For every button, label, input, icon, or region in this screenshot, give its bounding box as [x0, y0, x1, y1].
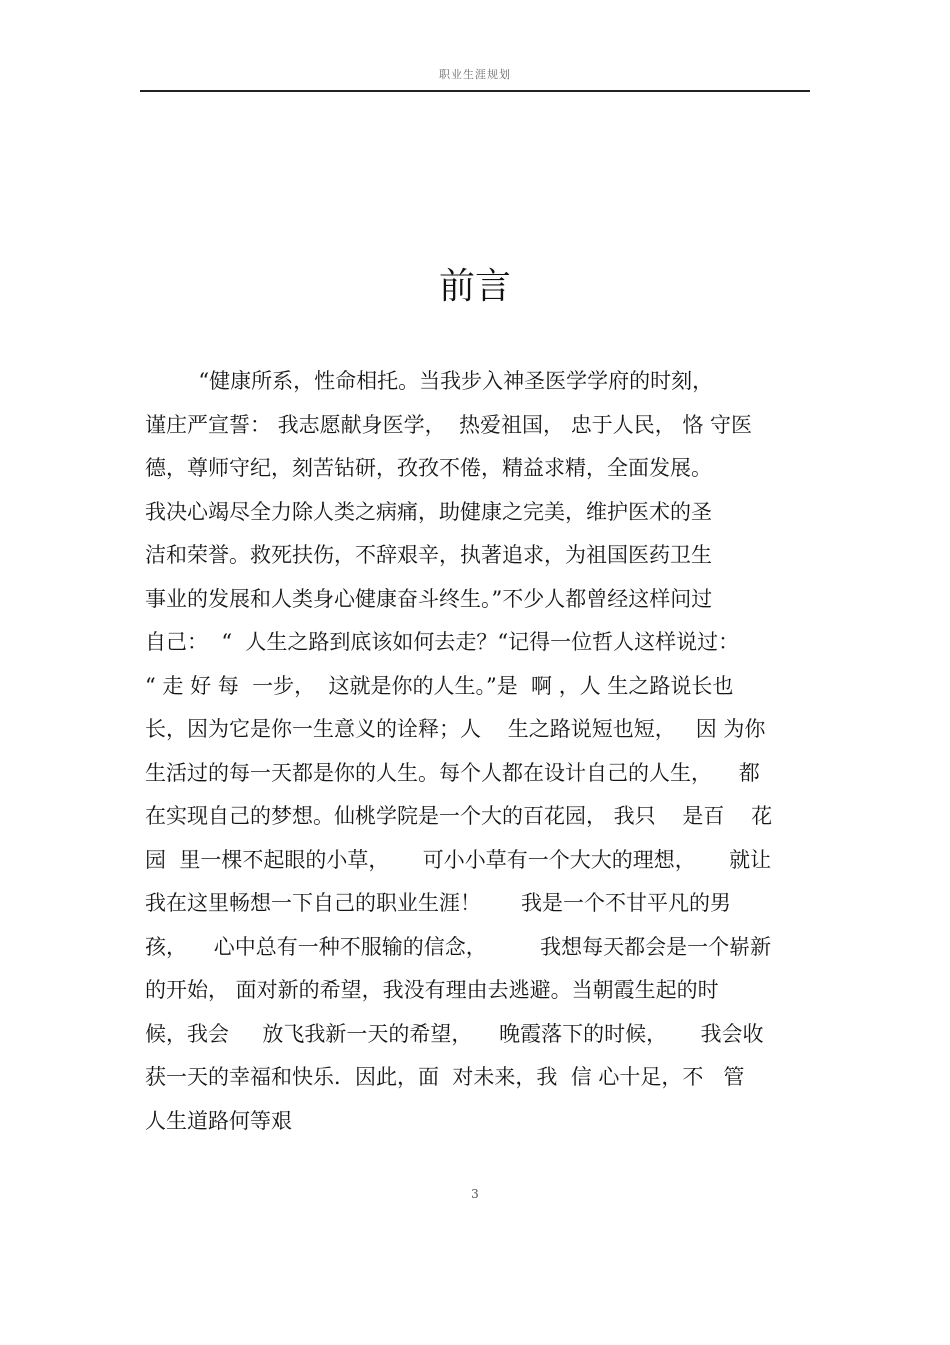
body-line: “ 走 好 每 一步， 这就是你的人生。”是 啊 ，人 生之路说长也 — [145, 673, 734, 698]
body-line: 的开始， 面对新的希望，我没有理由去逃避。当朝霞生起的时 — [145, 978, 719, 1002]
body-line: 人生道路何等艰 — [145, 1108, 292, 1133]
body-line: 生活过的每一天都是你的人生。每个人都在设计自己的人生， 都 — [145, 760, 760, 785]
body-line: 候，我会 放飞我新一天的希望， 晚霞落下的时候， 我会收 — [145, 1021, 764, 1046]
body-line: 自己： “ 人生之路到底该如何去走？“记得一位哲人这样说过： — [145, 630, 740, 654]
page-title: 前言 — [438, 266, 511, 307]
body-line: 孩， 心中总有一种不服输的信念， 我想每天都会是一个崭新 — [145, 934, 772, 959]
body-line: 在实现自己的梦想。仙桃学院是一个大的百花园， 我只 是百 花 — [145, 804, 773, 828]
body-line: 园 里一棵不起眼的小草， 可小小草有一个大大的理想， 就让 — [145, 847, 772, 872]
body-line: 我决心竭尽全力除人类之病痛，助健康之完美，维护医术的圣 — [145, 499, 712, 524]
body-text — [145, 360, 805, 1143]
body-line: “健康所系，性命相托。当我步入神圣医学学府的时刻， — [145, 369, 714, 393]
body-line: 长，因为它是你一生意义的诠释；人 生之路说短也短， 因 为你 — [145, 717, 766, 741]
body-line: 我在这里畅想一下自己的职业生涯！ 我是一个不甘平凡的男 — [145, 891, 732, 915]
body-line: 德，尊师守纪，刻苦钻研，孜孜不倦，精益求精，全面发展。 — [145, 456, 712, 480]
body-line: 洁和荣誉。救死扶伤，不辞艰辛，执著追求，为祖国医药卫生 — [145, 543, 712, 567]
body-line: 谨庄严宣誓： 我志愿献身医学， 热爱祖国， 忠于人民， 恪 守医 — [145, 412, 753, 437]
page-number: 3 — [471, 1187, 479, 1201]
page-header — [140, 66, 810, 92]
header-text: 职业生涯规划 — [439, 68, 511, 81]
body-line: 获一天的幸福和快乐．因此，面 对未来，我 信 心十足，不 管 — [145, 1065, 745, 1089]
body-line: 事业的发展和人类身心健康奋斗终生。”不少人都曾经这样问过 — [145, 586, 713, 611]
